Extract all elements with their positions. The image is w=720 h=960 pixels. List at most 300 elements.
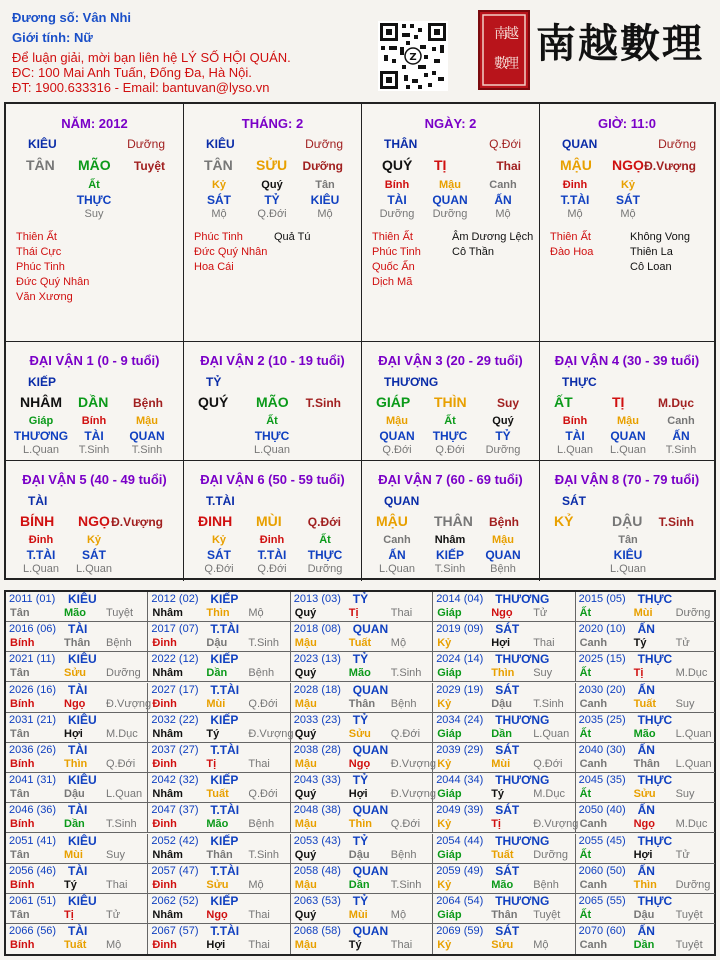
luu-nien-year: 2029 (19) [436,683,484,696]
pillar-title: NĂM: 2012 [61,116,128,131]
luu-nien-chi: Tý [206,727,220,740]
luu-nien-can: Tân [10,909,30,921]
dai-van-can: ĐINH [198,513,233,529]
luu-nien-can: Ất [579,909,592,921]
luu-nien-cell [6,924,148,954]
luu-nien-god: ẤN [637,743,655,757]
luu-nien-can: Nhâm [152,727,183,740]
luu-nien-truong-sinh: L.Quan [675,727,712,740]
luu-nien-can: Nhâm [152,909,183,921]
dai-van-3 [362,342,540,461]
luu-nien-truong-sinh: L.Quan [533,727,570,740]
hidden-can: Ất [444,415,456,427]
luu-nien-chi: Dậu [491,697,512,710]
luu-nien-cell [433,894,575,924]
luu-nien-cell [148,924,290,954]
dai-van-4 [540,342,714,461]
luu-nien-can: Đinh [152,637,177,650]
luu-nien-chi: Mão [348,667,371,680]
luu-nien-can: Giáp [437,727,462,740]
luu-nien-year: 2026 (16) [9,683,57,696]
luu-nien-chi: Sửu [206,878,229,891]
luu-nien-chi: Dần [348,878,370,891]
header [0,0,720,100]
luu-nien-can: Đinh [152,818,177,831]
luu-nien-can: Tân [10,848,30,861]
luu-nien-year: 2035 (25) [578,713,626,726]
dai-van-title: ĐẠI VẬN 8 (70 - 79 tuổi) [554,472,700,487]
dai-van-8 [540,461,714,581]
luu-nien-cell [148,803,290,833]
luu-nien-god: TỶ [352,712,369,727]
dai-van-god: TÀI [28,494,48,508]
luu-nien-can: Ất [579,607,592,619]
luu-nien-chi: Thìn [206,607,230,619]
luu-nien-year: 2038 (28) [293,744,341,756]
hidden-truong-sinh: Q.Đới [204,563,234,575]
luu-nien-chi: Tý [491,788,505,801]
luu-nien-cell [576,622,715,652]
hidden-truong-sinh: Mộ [620,208,636,220]
luu-nien-year: 2040 (30) [578,744,626,756]
pillar-3 [540,104,714,342]
luu-nien-truong-sinh: Thai [390,939,413,952]
luu-nien-year: 2017 (07) [151,623,199,636]
than-sat-star: Âm Dương Lệch [452,231,534,243]
hidden-can: Canh [667,415,695,427]
luu-nien-truong-sinh: Suy [106,848,125,861]
luu-nien-cell [6,864,148,894]
than-sat-star: Phúc Tinh [16,261,65,273]
luu-nien-year: 2048 (38) [293,804,341,817]
luu-nien-year: 2033 (23) [293,713,341,726]
luu-nien-cell [291,683,433,713]
luu-nien-can: Ất [579,788,592,801]
luu-nien-chi: Thìn [491,667,515,680]
luu-nien-chi: Ngọ [206,909,228,921]
luu-nien-chi: Mùi [206,697,226,710]
svg-text:南: 南 [494,26,508,42]
than-sat-star: Phúc Tinh [372,246,421,258]
luu-nien-chi: Mùi [348,909,368,921]
than-sat-star: Thiên La [630,246,673,258]
hidden-can: Tân [618,534,638,546]
hidden-god: TÀI [84,429,104,443]
hidden-can: Mậu [136,415,158,427]
luu-nien-year: 2057 (47) [151,864,199,877]
hidden-can: Quý [492,415,514,427]
luu-nien-god: KIẾP [210,894,239,908]
luu-nien-god: THƯƠNG [495,833,550,848]
luu-nien-god: QUAN [352,924,389,939]
luu-nien-can: Quý [294,727,317,740]
luu-nien-god: KIẾP [210,592,239,606]
dai-van-chi: THÂN [434,513,473,529]
luu-nien-can: Mậu [294,878,317,891]
pillar-chi: MÃO [78,157,111,173]
luu-nien-cell [433,713,575,743]
hidden-truong-sinh: Q.Đới [257,208,287,220]
luu-nien-god: THƯƠNG [495,894,550,908]
luu-nien-chi: Tuất [206,788,229,801]
luu-nien-year: 2046 (36) [9,804,57,817]
hidden-truong-sinh: Dưỡng [307,563,343,575]
luu-nien-god: KIÊU [68,833,97,848]
hidden-truong-sinh: L.Quan [556,444,594,456]
luu-nien-can: Đinh [152,939,177,952]
hidden-god: QUAN [485,548,521,562]
dai-van-truong-sinh: Suy [496,396,519,410]
luu-nien-year: 2049 (39) [436,804,484,817]
luu-nien-cell [433,622,575,652]
than-sat-star: Dịch Mã [372,276,413,288]
luu-nien-can: Canh [579,878,608,891]
luu-nien-year: 2042 (32) [151,774,199,787]
luu-nien-truong-sinh: Tử [675,637,690,650]
luu-nien-chi: Hợi [491,637,511,650]
luu-nien-year: 2024 (14) [436,653,484,666]
dai-van-chi: NGỌ [78,513,110,529]
luu-nien-can: Kỷ [437,939,452,952]
hidden-god: TÀI [565,429,585,443]
luu-nien-cell [148,712,294,743]
luu-nien-year: 2056 (46) [9,864,57,877]
hidden-truong-sinh: T.Sinh [78,444,110,456]
luu-nien-chi: Ngọ [491,607,513,619]
luu-nien-cell [148,622,290,652]
luu-nien-god: QUAN [352,743,389,757]
luu-nien-year: 2027 (17) [151,683,199,696]
hidden-can: Mậu [386,415,408,427]
pillar-title: GIỜ: 11:0 [597,116,657,131]
tu-tru-grid [4,102,716,580]
luu-nien-year: 2012 (02) [151,593,199,605]
luu-nien-year: 2018 (08) [293,623,341,636]
luu-nien-truong-sinh: Dưỡng [106,667,141,680]
luu-nien-god: SÁT [495,924,520,939]
luu-nien-cell [6,622,148,652]
hidden-god: SÁT [616,193,640,207]
hidden-truong-sinh: L.Quan [22,563,60,575]
hidden-god: SÁT [82,548,106,562]
hidden-truong-sinh: T.Sinh [665,444,697,456]
luu-nien-can: Đinh [152,697,177,710]
luu-nien-chi: Thân [64,637,91,650]
luu-nien-cell [148,864,290,894]
luu-nien-chi: Thân [633,758,660,770]
luu-nien-god: SÁT [495,622,520,637]
luu-nien-cell [576,652,715,682]
luu-nien-can: Quý [294,667,317,680]
luu-nien-god: T.TÀI [210,803,240,818]
luu-nien-can: Canh [579,637,608,650]
luu-nien-year: 2023 (13) [293,653,341,666]
luu-nien-chi: Mùi [633,607,653,619]
hidden-truong-sinh: L.Quan [253,444,291,456]
hidden-god: SÁT [207,193,231,207]
luu-nien-can: Tân [10,788,30,801]
luu-nien-year: 2050 (40) [578,804,626,817]
luu-nien-god: QUAN [352,682,389,697]
hidden-god: ẤN [494,193,512,207]
hidden-god: THỰC [254,429,290,443]
luu-nien-year: 2044 (34) [436,774,484,787]
hidden-god: KIÊU [310,193,340,207]
luu-nien-truong-sinh: T.Sinh [390,878,422,891]
luu-nien-truong-sinh: L.Quan [675,758,712,770]
luu-nien-cell [291,713,433,743]
luu-nien-truong-sinh: T.Sinh [248,637,279,650]
luu-nien-chi: Thân [206,848,233,861]
luu-nien-chi: Sửu [348,727,371,740]
luu-nien-cell [433,592,575,622]
luu-nien-truong-sinh: Mộ [248,878,264,891]
luu-nien-cell [576,683,715,713]
pillar-truong-sinh: Dưỡng [302,159,343,173]
dai-van-truong-sinh: Bệnh [133,396,163,410]
luu-nien-god: KIẾP [210,712,239,727]
hidden-god: QUAN [432,193,468,207]
luu-nien-truong-sinh: Bệnh [248,818,275,831]
luu-nien-can: Giáp [437,788,462,801]
than-sat-star: Cô Thần [452,246,494,258]
pillar-can: TÂN [204,157,233,173]
hidden-can: Đinh [562,179,588,191]
dai-van-chi: MÙI [256,513,282,529]
dai-van-can: KỶ [554,513,574,529]
luu-nien-god: TỶ [352,833,369,848]
luu-nien-god: ẤN [637,863,655,878]
hidden-god: QUAN [610,429,646,443]
hidden-god: TỶ [495,429,511,443]
luu-nien-chi: Tị [491,818,501,831]
luu-nien-year: 2016 (06) [9,623,57,636]
luu-nien-year: 2032 (22) [151,713,199,726]
hidden-can: Kỷ [211,179,227,191]
luu-nien-cell [148,894,290,924]
dai-van-6 [184,461,362,581]
luu-nien-god: TỶ [352,652,369,667]
hidden-god: THỰC [307,548,343,562]
luu-nien-cell [6,743,148,773]
than-sat-star: Thiên Ất [550,231,591,243]
hidden-truong-sinh: L.Quan [378,563,416,575]
luu-nien-truong-sinh: Thai [533,637,555,650]
luu-nien-truong-sinh: Mộ [533,939,549,952]
luu-nien-cell [433,683,575,713]
luu-nien-cell [433,924,575,954]
luu-nien-truong-sinh: Tuyệt [533,909,561,921]
luu-nien-god: TÀI [68,863,88,878]
luu-nien-god: T.TÀI [210,924,240,939]
luu-nien-god: TỶ [352,894,369,908]
luu-nien-god: THƯƠNG [495,652,550,667]
luu-nien-year: 2051 (41) [9,834,57,847]
luu-nien-can: Giáp [437,909,462,921]
luu-nien-truong-sinh: Bệnh [248,667,275,680]
brand-title: 南越數理 [536,20,704,67]
than-sat-star: Cô Loan [630,261,672,273]
hidden-truong-sinh: Dưỡng [432,208,468,220]
luu-nien-year: 2021 (11) [9,653,56,666]
luu-nien-year: 2067 (57) [151,925,199,938]
than-sat-star: Thái Cực [16,246,62,258]
luu-nien-cell [148,773,290,803]
hidden-can: Đinh [28,534,54,546]
luu-nien-year: 2070 (60) [578,925,626,938]
hidden-can: Bính [562,415,588,427]
luu-nien-cell [6,803,148,833]
luu-nien-can: Nhâm [152,607,183,619]
luu-nien-truong-sinh: M.Dục [675,818,708,831]
hidden-god: TỶ [264,193,280,207]
luu-nien-chi: Thìn [64,758,88,770]
luu-nien-cell [291,652,433,682]
luu-nien-truong-sinh: M.Dục [533,788,565,801]
luu-nien-god: THƯƠNG [495,773,550,788]
hidden-can: Canh [489,179,517,191]
dia-chi: ĐC: 100 Mai Anh Tuấn, Đống Đa, Hà Nội. [12,65,252,80]
ten-duong-so: Đương số: Vân Nhi [12,10,132,25]
luu-nien-cell [576,743,715,773]
pillar-can: MẬU [560,157,592,173]
luu-nien-cell [291,592,433,622]
luu-nien-can: Canh [579,818,608,831]
luu-nien-truong-sinh: Thai [106,878,128,891]
luu-nien-can: Kỷ [437,758,452,770]
hidden-can: Tân [315,179,335,191]
luu-nien-can: Canh [579,939,608,952]
luu-nien-cell [148,743,290,773]
luu-nien-can: Quý [294,848,317,861]
hidden-god: THỰC [76,193,112,207]
luu-nien-can: Mậu [294,818,317,831]
luu-nien-can: Kỷ [437,818,452,831]
luu-nien-can: Đinh [152,878,177,891]
luu-nien-year: 2055 (45) [578,834,626,847]
luu-nien-god: KIÊU [68,894,97,908]
luu-nien-year: 2025 (15) [578,653,626,666]
hidden-god: THƯƠNG [13,429,69,443]
pillar-2 [362,104,540,342]
luu-nien-cell [433,773,575,803]
dai-van-truong-sinh: T.Sinh [658,515,694,529]
pillar-truong-sinh: Đ.Vượng [644,159,696,173]
luu-nien-can: Bính [10,758,35,770]
dien-thoai: ĐT: 1900.633316 - Email: bantuvan@lyso.vn [12,80,270,95]
luu-nien-truong-sinh: Thai [248,909,270,921]
luu-nien-year: 2020 (10) [578,623,626,636]
luu-nien-chi: Tý [64,878,77,891]
dai-van-truong-sinh: Đ.Vượng [111,515,163,529]
luu-nien-can: Nhâm [152,667,183,680]
luu-nien-god: THỰC [637,773,673,788]
luu-nien-cell [148,652,290,682]
than-sat-star: Thiên Ất [16,231,57,243]
luu-nien-truong-sinh: Tử [106,909,121,921]
than-sat-star: Hoa Cái [194,261,234,273]
luu-nien-chi: Dậu [64,788,85,801]
luu-nien-can: Mậu [294,697,317,710]
luu-nien-truong-sinh: T.Sinh [533,697,564,710]
luu-nien-cell [291,622,433,652]
luu-nien-chi: Mão [491,878,514,891]
hidden-god: T.TÀI [560,193,590,207]
luu-nien-chi: Thân [491,909,518,921]
luu-nien-year: 2064 (54) [436,895,484,907]
luu-nien-chi: Tý [348,939,362,952]
dai-van-god: TỶ [206,375,222,389]
dai-van-title: ĐẠI VẬN 1 (0 - 9 tuổi) [29,353,160,368]
luu-nien-truong-sinh: T.Sinh [106,818,137,831]
luu-nien-cell [576,773,715,803]
luu-nien-god: TÀI [68,622,88,637]
luu-nien-truong-sinh: Đ.Vượng [390,788,436,801]
luu-nien-god: ẤN [637,622,655,637]
dai-van-god: T.TÀI [206,494,235,508]
pillar-1 [184,104,362,342]
hidden-can: Ất [266,415,278,427]
luu-nien-chi: Dần [633,939,655,952]
luu-nien-truong-sinh: Q.Đới [248,697,278,710]
luu-nien-god: THỰC [637,894,673,908]
dai-van-chi: DẦN [78,394,109,410]
dai-van-title: ĐẠI VẬN 4 (30 - 39 tuổi) [554,353,700,368]
luu-nien-truong-sinh: Tử [675,848,690,861]
luu-nien-truong-sinh: Dưỡng [533,848,568,861]
hidden-truong-sinh: L.Quan [75,563,113,575]
hidden-can: Kỷ [620,179,636,191]
pillar-chi: TỊ [434,157,447,173]
luu-nien-year: 2061 (51) [9,895,57,907]
hidden-god: KIẾP [435,548,464,562]
dai-van-title: ĐẠI VẬN 5 (40 - 49 tuổi) [22,472,167,487]
luu-nien-truong-sinh: Q.Đới [533,758,563,770]
luu-nien-year: 2039 (29) [436,744,484,756]
luu-nien-cell [6,652,148,682]
luu-nien-chi: Hợi [206,939,226,952]
svg-text:Z: Z [409,52,417,63]
luu-nien-truong-sinh: Mộ [106,939,122,952]
luu-nien-can: Kỷ [437,637,452,650]
dai-van-7 [362,461,540,581]
luu-nien-cell [576,803,715,833]
hidden-can: Mậu [617,415,639,427]
lien-he: Để luận giải, mời bạn liên hệ LÝ SỐ HỘI QUÁN. [12,50,291,65]
luu-nien-cell [291,834,433,864]
luu-nien-can: Canh [579,697,608,710]
luu-nien-can: Mậu [294,637,317,650]
luu-nien-god: TÀI [68,924,88,939]
than-sat-star: Phúc Tinh [194,231,243,243]
dai-van-5 [6,461,184,581]
luu-nien-cell [433,864,575,894]
luu-nien-chi: Dần [491,727,512,740]
luu-nien-truong-sinh: Bệnh [390,697,417,710]
luu-nien-chi: Sửu [491,939,514,952]
dai-van-god: KIẾP [28,375,57,389]
luu-nien-cell [6,592,148,622]
luu-nien-god: TÀI [68,743,88,757]
than-sat-star: Không Vong [630,231,690,243]
luu-nien-god: KIẾP [210,833,239,848]
luu-nien-truong-sinh: Tuyệt [106,607,134,619]
luu-nien-year: 2028 (18) [293,683,341,696]
luu-nien-year: 2019 (09) [436,623,484,636]
luu-nien-chi: Dần [64,818,85,831]
dai-van-can: NHÂM [20,394,62,410]
pillar-truong-sinh: Thai [496,159,521,173]
